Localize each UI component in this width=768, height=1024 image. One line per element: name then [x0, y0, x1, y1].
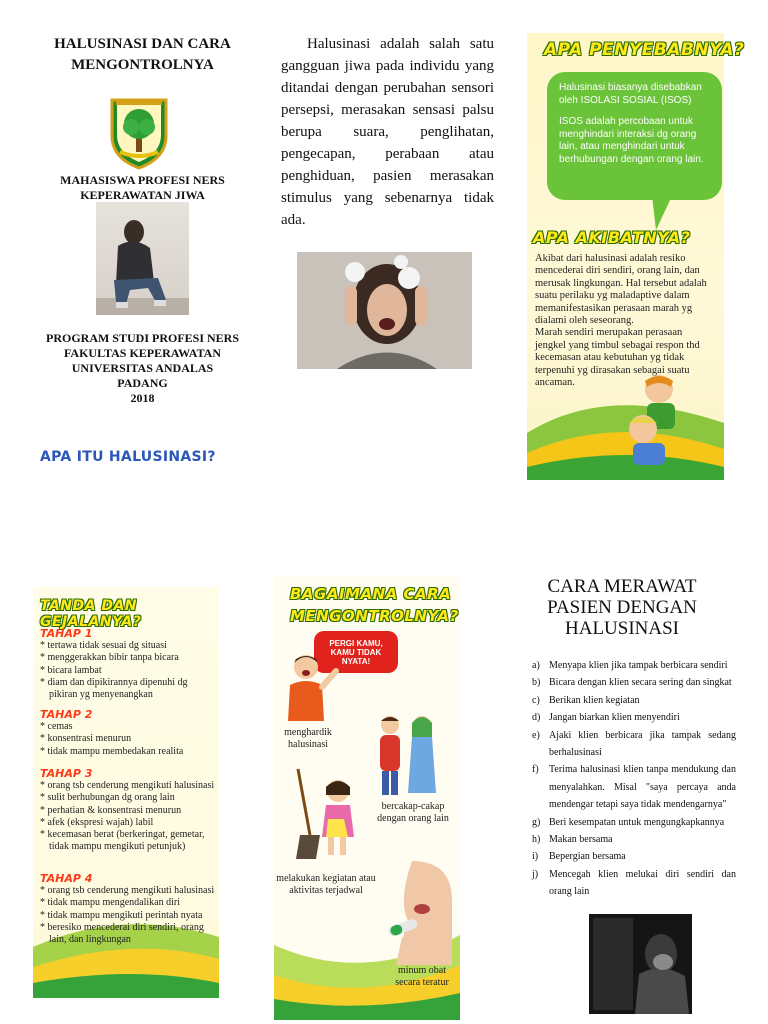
caption-activity: melakukan kegiatan atau aktivitas terjadwal [276, 873, 376, 896]
list-item: * tertawa tidak sesuai dg situasi [40, 640, 167, 651]
list-item: * orang tsb cenderung mengikuti halusinasi [40, 780, 215, 791]
shouting-boy-icon [282, 651, 342, 729]
list-item: * menggerakkan bibir tanpa bicara [40, 652, 179, 664]
people-talking-icon [372, 713, 442, 801]
list-item: * cemas [40, 721, 73, 732]
list-item: g) Beri kesempatan untuk mengungkapkannya [532, 816, 725, 828]
control-panel [274, 575, 460, 1020]
sad-person-photo [96, 202, 189, 315]
stage-2-list [40, 721, 216, 758]
stage-3-list [40, 780, 216, 854]
caption-talking: bercakap-cakap dengan orang lain [377, 801, 449, 824]
list-item: * bicara lambat [40, 664, 102, 676]
list-item: * orang tsb cenderung mengikuti halusinasi [40, 885, 215, 896]
care-steps-list [532, 657, 736, 901]
list-item: * tidak mampu mengendalikan diri [40, 897, 180, 909]
stage-4-list [40, 885, 216, 946]
list-item: * beresiko mencederai diri sendiri, orang lain, dan lingkungan [40, 921, 204, 946]
what-is-heading: APA ITU HALUSINASI? [40, 449, 216, 465]
effects-text: Akibat dari halusinasi adalah resiko mencederai diri sendiri, orang lain, dan merusak lingkungan. Hal tersebut adalah suatu perilaku yg maladaptive dalam memanifestasikan perasaan marah yg dialami oleh seseorang. Marah sendiri merupakan perasaan jengkel yang timbul sebagai respon thd kecemasan atau kebutuhan yg tidak terpenuhi yg dirasakan sebagai suatu ancaman. [535, 253, 707, 389]
list-item: d) Jangan biarkan klien menyendiri [532, 712, 680, 724]
list-item: b) Bicara dengan klien secara sering dan singkat [532, 677, 732, 689]
list-item: * perhatian & konsentrasi menurun [40, 804, 182, 816]
control-heading: BAGAIMANA CARA MENGONTROLNYA? [290, 585, 459, 625]
intro-paragraph: Halusinasi adalah salah satu gangguan jiwa pada individu yang ditandai dengan perubahan sensori persepsi, merasakan sensasi palsu berupa suara, penglihatan, pengecapan, perabaan atau penghiduan, pasien merasakan stimulus yang sebenarnya tidak ada. [281, 36, 494, 228]
dark-person-photo [589, 914, 692, 1014]
stage-1-label: TAHAP 1 [40, 627, 93, 640]
signs-heading: TANDA DAN GEJALANYA? [40, 598, 142, 630]
causes-heading: APA PENYEBABNYA? [544, 40, 745, 60]
list-item: * kecemasan berat (berkeringat, gemetar, tidak mampu mengikuti petunjuk) [40, 829, 205, 853]
stage-3-label: TAHAP 3 [40, 767, 93, 780]
list-item: i) Bepergian bersama [532, 851, 626, 863]
girl-sweeping-icon [288, 765, 368, 865]
list-item: h) Makan bersama [532, 834, 613, 846]
list-item: * sulit berhubungan dg orang lain [40, 792, 175, 804]
caption-medication: minum obat secara teratur [395, 965, 449, 988]
stressed-woman-photo [297, 252, 472, 369]
university-logo-icon [108, 96, 170, 170]
list-item: a) Menyapa klien jika tampak berbicara sendiri [532, 660, 728, 671]
list-item: j) Mencegah klien melukai diri sendiri dan orang lain [532, 868, 736, 898]
list-item: f) Terima halusinasi klien tanpa mendukung dan menyalahkan. Misal "saya percaya anda mendengar tetapi saya tidak mendengarnya" [532, 764, 736, 811]
signs-panel [33, 587, 219, 998]
medication-icon [382, 861, 452, 965]
list-item: c) Berikan klien kegiatan [532, 694, 640, 706]
stage-2-label: TAHAP 2 [40, 708, 93, 721]
list-item: e) Ajaki klien berbicara jika tampak sedang berhalusinasi [532, 729, 736, 759]
brochure-title: HALUSINASI DAN CARA MENGONTROLNYA [54, 36, 231, 73]
list-item: * tidak mampu membedakan realita [40, 745, 184, 757]
list-item: * afek (ekspresi wajah) labil [40, 816, 154, 828]
list-item: * diam dan dipikirannya dipenuhi dg pikiran yg menyenangkan [40, 676, 188, 701]
stage-4-label: TAHAP 4 [40, 872, 93, 885]
speech-bubble: PERGI KAMU, KAMU TIDAK NYATA! [314, 631, 398, 673]
bubble-tail [650, 196, 674, 230]
stage-1-list [40, 640, 216, 701]
list-item: * konsentrasi menurun [40, 733, 132, 745]
effects-heading: APA AKIBATNYA? [533, 228, 691, 247]
care-title: CARA MERAWAT PASIEN DENGAN HALUSINASI [547, 576, 697, 639]
list-item: * tidak mampu mengikuti perintah nyata [40, 909, 203, 921]
caption-rebuke: menghardik halusinasi [284, 727, 332, 750]
program-info: PROGRAM STUDI PROFESI NERS FAKULTAS KEPERAWATAN UNIVERSITAS ANDALAS PADANG 2018 [45, 331, 240, 405]
causes-speech-bubble: Halusinasi biasanya disebabkan oleh ISOLASI SOSIAL (ISOS) ISOS adalah percobaan untuk menghindari interaksi dg orang lain, atau menghindari untuk berhubungan dengan orang lain. [547, 72, 722, 200]
organization-label: MAHASISWA PROFESI NERS KEPERAWATAN JIWA [60, 173, 225, 202]
